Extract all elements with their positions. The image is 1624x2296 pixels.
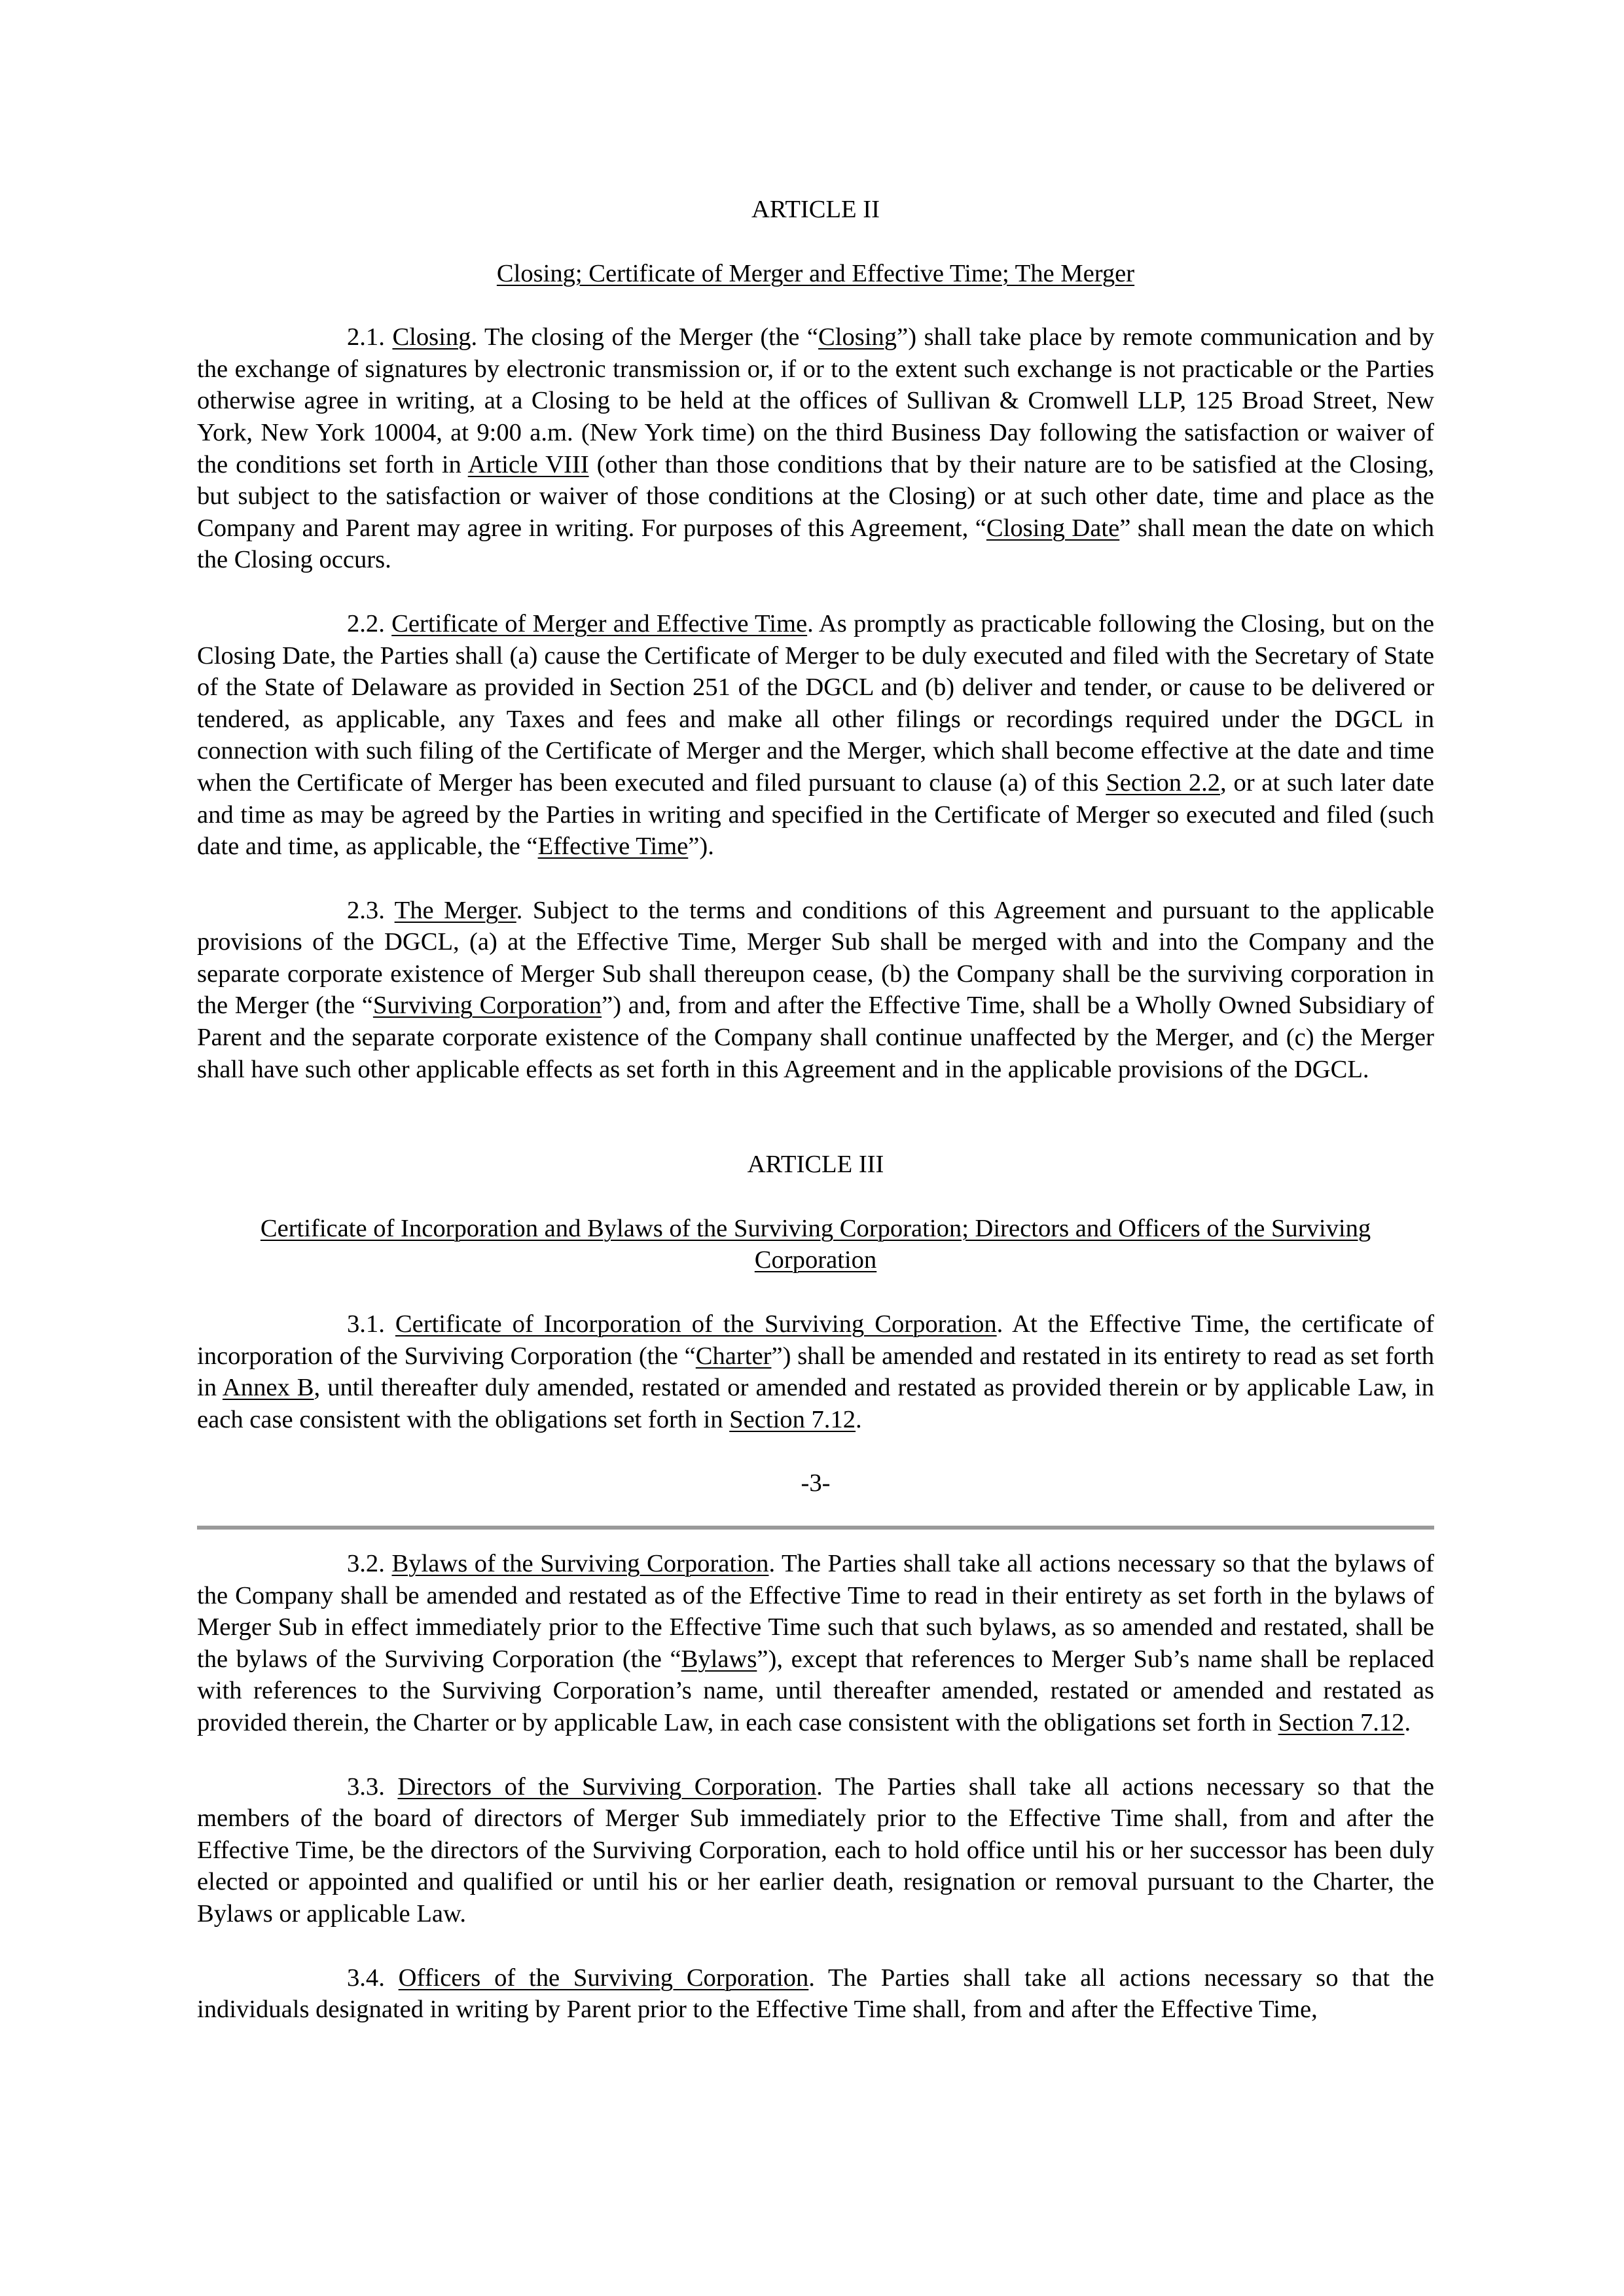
- section-text: . Subject to the terms and conditions of this Agreement and pursuant to the applicable provisions of the DGCL, (a) at the Effective Time, Merger Sub shall be merged with and into the Company and the separate corporate existence of Merger Sub shall thereupon cease, (b) the Company shall be the surviving corporation in the Merger (the “: [197, 896, 1435, 1020]
- section-text: ”) and, from and after the Effective Time, shall be a Wholly Owned Subsidiary of Parent and the separate corporate existence of the Company shall continue unaffected by the Merger, and (c) the Merger shall have such other applicable effects as set forth in this Agreement and in the applicable provisions of the DGCL.: [197, 992, 1434, 1083]
- page-number: -3-: [801, 1469, 831, 1498]
- defined-term: Bylaws: [681, 1645, 757, 1673]
- article-iii-title: Certificate of Incorporation and Bylaws of the Surviving Corporation; Directors and Officers of the Surviving Corporation: [260, 1214, 1371, 1274]
- section-text: ” shall mean the date on which the Closing occurs.: [197, 514, 1434, 574]
- defined-term: Closing: [818, 323, 897, 351]
- section-caption: Closing: [392, 323, 471, 351]
- section-caption: Bylaws of the Surviving Corporation: [391, 1550, 769, 1577]
- section-text: .: [1404, 1708, 1411, 1736]
- document-page: [197, 194, 1434, 2026]
- section-text: ”) shall be amended and restated in its entirety to read as set forth in: [197, 1342, 1434, 1402]
- section-3-2: [197, 1548, 1434, 1739]
- cross-reference: Section 7.12: [729, 1405, 856, 1433]
- cross-reference: Article VIII: [467, 450, 589, 478]
- article-ii-heading: ARTICLE II: [751, 196, 880, 223]
- defined-term: Charter: [695, 1342, 772, 1370]
- section-text: . The Parties shall take all actions necessary so that the bylaws of the Company shall be amended and restated as of the Effective Time to read in their entirety as set forth in the bylaws of Merger Sub in effect immediately prior to the Effective Time such that such bylaws, as so amended and restated, shall be the bylaws of the Surviving Corporation (the “: [197, 1550, 1434, 1673]
- section-2-2: [197, 608, 1434, 863]
- article-ii-title: Closing; Certificate of Merger and Effective Time; The Merger: [496, 259, 1135, 287]
- section-number: 3.3.: [347, 1772, 385, 1801]
- section-number: 2.1.: [347, 323, 385, 351]
- section-text: ”), except that references to Merger Sub’s name shall be replaced with references to the Surviving Corporation’s name, until thereafter amended, restated or amended and restated as provided therein, the Charter or by applicable Law, in each case consistent with the obligations set forth in: [197, 1645, 1434, 1736]
- section-2-3: [197, 895, 1434, 1086]
- section-text: , until thereafter duly amended, restated or amended and restated as provided therein or by applicable Law, in each case consistent with the obligations set forth in: [197, 1374, 1434, 1433]
- section-number: 2.3.: [347, 896, 385, 924]
- section-text: .: [856, 1405, 862, 1433]
- cross-reference: Annex B: [222, 1374, 314, 1402]
- section-caption: The Merger: [394, 896, 516, 924]
- section-text: (other than those conditions that by their nature are to be satisfied at the Closing, but subject to the satisfaction or waiver of those conditions at the Closing) or at such other date, time and place as the Company and Parent may agree in writing. For purposes of this Agreement, “: [197, 450, 1434, 542]
- section-text: . As promptly as practicable following the Closing, but on the Closing Date, the Parties shall (a) cause the Certificate of Merger to be duly executed and filed with the Secretary of State of the State of Delaware as provided in Section 251 of the DGCL and (b) deliver and tender, or cause to be delivered or tendered, as applicable, any Taxes and fees and make all other filings or recordings required under the DGCL in connection with such filing of the Certificate of Merger and the Merger, which shall become effective at the date and time when the Certificate of Merger has been executed and filed pursuant to clause (a) of this: [197, 609, 1434, 797]
- section-text: , or at such later date and time as may be agreed by the Parties in writing and specified in the Certificate of Merger so executed and filed (such date and time, as applicable, the “: [197, 768, 1434, 861]
- defined-term: Surviving Corporation: [372, 992, 602, 1020]
- section-3-1: [197, 1308, 1434, 1435]
- section-2-1: [197, 321, 1434, 576]
- section-text: . The Parties shall take all actions necessary so that the individuals designated in writing by Parent prior to the Effective Time shall, from and after the Effective Time,: [197, 1964, 1434, 2024]
- defined-term: Closing Date: [986, 514, 1120, 542]
- section-text: ”).: [688, 833, 714, 861]
- section-caption: Directors of the Surviving Corporation: [397, 1772, 817, 1801]
- section-caption: Officers of the Surviving Corporation: [398, 1964, 809, 1992]
- section-number: 2.2.: [347, 609, 385, 637]
- defined-term: Effective Time: [537, 833, 689, 861]
- cross-reference: Section 7.12: [1278, 1708, 1405, 1736]
- section-3-3: [197, 1771, 1434, 1930]
- section-number: 3.2.: [347, 1550, 385, 1577]
- section-caption: Certificate of Merger and Effective Time: [391, 609, 808, 637]
- section-text: . At the Effective Time, the certificate of incorporation of the Surviving Corporation (the “: [197, 1310, 1434, 1370]
- section-number: 3.4.: [347, 1964, 385, 1992]
- section-3-4: [197, 1962, 1434, 2026]
- section-text: ”) shall take place by remote communication and by the exchange of signatures by electronic transmission or, if or to the extent such exchange is not practicable or the Parties otherwise agree in writing, at a Closing to be held at the offices of Sullivan & Cromwell LLP, 125 Broad Street, New York, New York 10004, at 9:00 a.m. (New York time) on the third Business Day following the satisfaction or waiver of the conditions set forth in: [197, 323, 1434, 478]
- article-iii-heading: ARTICLE III: [747, 1151, 884, 1179]
- section-text: . The closing of the Merger (the “: [471, 323, 819, 351]
- cross-reference: Section 2.2: [1106, 768, 1221, 797]
- section-number: 3.1.: [347, 1310, 385, 1338]
- section-caption: Certificate of Incorporation of the Surviving Corporation: [395, 1310, 997, 1338]
- section-text: . The Parties shall take all actions necessary so that the members of the board of directors of Merger Sub immediately prior to the Effective Time shall, from and after the Effective Time, be the directors of the Surviving Corporation, each to hold office until his or her successor has been duly elected or appointed and qualified or until his or her earlier death, resignation or removal pursuant to the Charter, the Bylaws or applicable Law.: [197, 1772, 1434, 1928]
